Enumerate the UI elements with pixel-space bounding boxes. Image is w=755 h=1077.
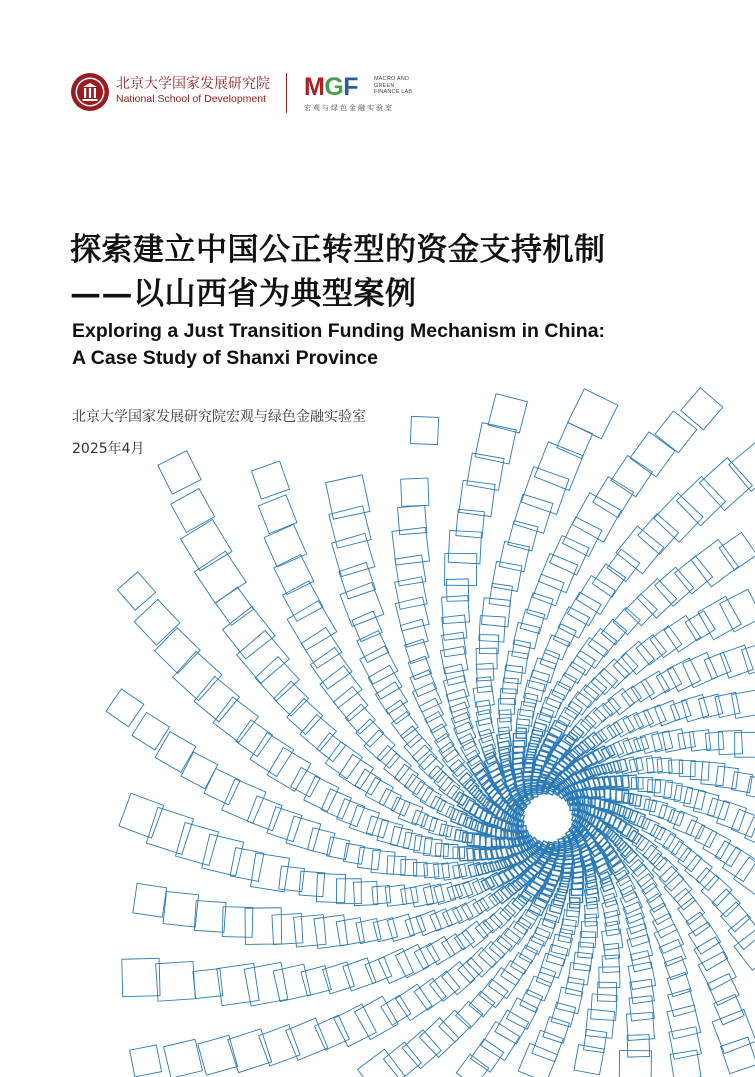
pattern-square [637, 579, 677, 619]
publish-date: 2025年4月 [72, 441, 145, 457]
pattern-square [463, 878, 483, 898]
pattern-square [514, 917, 532, 935]
pattern-square [679, 761, 695, 777]
pattern-square [383, 1042, 421, 1077]
pattern-square [563, 910, 580, 927]
pattern-square [715, 692, 740, 717]
pattern-square [405, 639, 429, 663]
pattern-square [371, 850, 395, 874]
pattern-square [236, 720, 273, 757]
pattern-square [581, 716, 597, 732]
pattern-square [377, 745, 400, 768]
pattern-square [134, 599, 180, 645]
pattern-square [701, 762, 725, 786]
pattern-square [492, 561, 522, 591]
pattern-square [414, 978, 446, 1010]
pattern-square [316, 873, 345, 902]
title-en [72, 318, 605, 372]
pattern-square [217, 963, 259, 1005]
pattern-square [671, 841, 692, 862]
pattern-square [193, 969, 223, 999]
pattern-square [181, 752, 218, 789]
pattern-square [669, 760, 683, 774]
pattern-square [475, 423, 516, 464]
pattern-square [419, 698, 443, 722]
pattern-square [273, 964, 310, 1001]
pattern-square [379, 788, 401, 810]
pattern-square [705, 732, 724, 751]
pattern-square [720, 589, 755, 632]
pattern-square [670, 1050, 701, 1077]
pattern-square [213, 697, 258, 742]
pattern-square [585, 1009, 614, 1038]
pattern-square [572, 493, 621, 542]
pattern-square [267, 807, 302, 842]
pattern-square [435, 843, 448, 856]
pattern-square [387, 856, 406, 875]
pattern-square [593, 477, 634, 518]
pattern-square [568, 963, 590, 985]
pattern-square [401, 726, 423, 748]
pattern-square [146, 807, 193, 854]
pattern-square [613, 738, 633, 758]
pattern-square [222, 779, 266, 823]
pattern-square [698, 952, 736, 990]
pattern-square [512, 640, 531, 659]
pattern-square [653, 913, 677, 937]
pattern-square [356, 719, 384, 747]
pattern-square [337, 799, 365, 827]
pattern-square [663, 834, 684, 855]
pattern-square [638, 514, 679, 555]
pattern-square [413, 862, 427, 876]
pattern-square [630, 432, 675, 477]
pattern-square [228, 1029, 272, 1073]
pattern-square [673, 811, 697, 835]
pattern-square [526, 905, 542, 921]
pattern-square [368, 665, 402, 699]
pattern-square [401, 887, 419, 905]
pattern-square [326, 475, 370, 519]
pattern-square [573, 952, 592, 971]
pattern-square [619, 1050, 651, 1077]
pattern-square [555, 716, 571, 732]
pattern-square [647, 780, 660, 793]
pattern-square [442, 632, 467, 657]
pattern-square [294, 915, 326, 947]
pattern-square [349, 805, 379, 835]
pattern-square [396, 984, 432, 1020]
pattern-square [106, 689, 144, 727]
pattern-square [513, 622, 539, 648]
pattern-square [674, 888, 696, 910]
pattern-square [508, 521, 538, 551]
pattern-square [122, 958, 160, 996]
pattern-square [117, 572, 155, 610]
pattern-square [712, 1010, 755, 1054]
pattern-square [429, 766, 446, 783]
pattern-square [488, 394, 527, 433]
pattern-square [481, 598, 510, 627]
pattern-square [391, 712, 418, 739]
pattern-square [597, 982, 616, 1001]
pattern-square [476, 700, 491, 715]
pattern-square [551, 1002, 575, 1026]
pattern-square [416, 910, 441, 935]
pattern-square [564, 662, 586, 684]
pattern-square [681, 388, 723, 430]
pattern-square [678, 848, 702, 872]
pattern-square [334, 687, 368, 721]
pattern-square [164, 1039, 203, 1077]
pattern-square [378, 948, 413, 983]
title-cn [70, 228, 606, 316]
lab-name-en: MACRO AND GREEN FINANCE LAB [374, 76, 413, 95]
pattern-square [398, 801, 422, 825]
pattern-square [163, 892, 198, 927]
pattern-square [714, 994, 745, 1025]
pattern-square [155, 628, 201, 674]
pattern-square [558, 607, 589, 638]
pattern-square [444, 664, 465, 685]
pattern-square [308, 828, 335, 855]
pattern-square [664, 615, 700, 651]
pattern-square [300, 715, 337, 752]
pattern-square [426, 937, 454, 965]
pattern-square [635, 795, 651, 811]
pattern-square [667, 972, 691, 996]
pattern-square [636, 635, 666, 665]
pattern-square [429, 818, 447, 836]
pattern-square [286, 1018, 328, 1060]
pattern-square [272, 914, 303, 945]
pattern-square [510, 952, 532, 974]
pattern-square [527, 976, 552, 1001]
pattern-square [394, 764, 418, 788]
pattern-square [456, 1054, 488, 1077]
pattern-square [664, 956, 687, 979]
pattern-square [479, 616, 505, 642]
pattern-square [343, 958, 376, 991]
pattern-square [287, 601, 337, 651]
pattern-square [401, 478, 429, 506]
pattern-square [669, 1027, 702, 1060]
lab-name-cn: 宏观与绿色金融实验室 [304, 104, 394, 112]
pku-name-cn: 北京大学国家发展研究院 [116, 76, 270, 92]
pattern-square [630, 951, 651, 972]
pattern-square [202, 834, 244, 876]
pattern-square [489, 936, 512, 959]
pattern-square [355, 996, 398, 1039]
pattern-square [412, 745, 437, 770]
pattern-square [527, 593, 554, 620]
pattern-square [576, 685, 599, 708]
pattern-square [198, 1035, 238, 1075]
pattern-square [251, 853, 290, 892]
pattern-square [627, 1035, 649, 1057]
pattern-square [718, 730, 742, 754]
pattern-square [354, 881, 378, 905]
pattern-square [721, 902, 751, 932]
pattern-square [377, 820, 403, 846]
pattern-square [258, 495, 297, 534]
pattern-square [630, 979, 655, 1004]
pattern-square [655, 411, 697, 453]
pattern-square [412, 683, 442, 713]
pattern-square [667, 1005, 701, 1039]
pattern-square [591, 994, 617, 1020]
pattern-square [716, 801, 746, 831]
pattern-square [445, 553, 477, 585]
pattern-square [683, 653, 718, 688]
pattern-square [286, 816, 321, 851]
pattern-square [401, 860, 417, 876]
pattern-square [314, 915, 348, 949]
title-en-line2: A Case Study of Shanxi Province [72, 347, 378, 369]
pattern-square [251, 461, 289, 499]
pattern-square [446, 826, 462, 842]
pattern-square [360, 646, 398, 684]
pattern-square [119, 793, 164, 838]
pattern-square [410, 416, 438, 444]
pattern-square [194, 676, 239, 721]
pattern-square [479, 635, 498, 654]
pattern-square [691, 540, 738, 587]
pattern-square [506, 998, 537, 1029]
pattern-square [557, 423, 593, 459]
pattern-square [521, 467, 569, 515]
pattern-square [506, 651, 528, 673]
pattern-square [332, 533, 375, 576]
pattern-square [556, 987, 582, 1013]
pattern-square [720, 645, 753, 678]
pattern-square [155, 732, 196, 773]
pattern-square [430, 971, 460, 1001]
pattern-square [259, 1025, 300, 1066]
pattern-square [690, 761, 709, 780]
pattern-square [250, 733, 294, 777]
pattern-square [404, 774, 425, 795]
pattern-square [419, 1018, 459, 1058]
pattern-square [641, 671, 669, 699]
pattern-square [565, 701, 583, 719]
pattern-square [582, 922, 598, 938]
pattern-square [659, 866, 684, 891]
pattern-square [712, 889, 740, 917]
pattern-square [649, 800, 667, 818]
pattern-square [520, 609, 544, 633]
pattern-square [304, 776, 339, 811]
pattern-square [565, 977, 584, 996]
pattern-square [607, 549, 639, 581]
organization: 北京大学国家发展研究院宏观与绿色金融实验室 [72, 409, 366, 425]
pattern-square [395, 577, 428, 610]
pattern-square [655, 701, 680, 726]
pattern-square [721, 1037, 755, 1074]
mgf-logo-g: G [324, 73, 344, 101]
pattern-square [255, 657, 299, 701]
pattern-square [577, 638, 608, 669]
mgf-logo-m: M [304, 73, 325, 101]
title-cn-line2: ——以山西省为典型案例 [70, 276, 417, 312]
title-en-line1: Exploring a Just Transition Funding Mechanism in China: [72, 320, 606, 342]
pattern-square [181, 519, 232, 570]
pattern-square [222, 907, 253, 938]
pattern-square [408, 656, 431, 679]
pattern-square [585, 914, 597, 926]
pattern-square [323, 962, 355, 994]
pattern-square [358, 1049, 405, 1077]
mgf-logo-f: F [343, 73, 359, 101]
pattern-square [732, 690, 755, 718]
pattern-square [516, 709, 533, 726]
pattern-square [650, 626, 682, 658]
pattern-square [446, 579, 468, 601]
pattern-square [132, 712, 170, 750]
pattern-square [176, 823, 219, 866]
pattern-square [497, 928, 520, 951]
pattern-square [747, 776, 755, 799]
pattern-square [500, 905, 516, 921]
pattern-square [372, 886, 391, 905]
pattern-square [550, 536, 590, 576]
pattern-square [584, 678, 607, 701]
pattern-square [499, 699, 515, 715]
pattern-square [678, 897, 705, 924]
pattern-square [158, 451, 201, 494]
pattern-square [543, 1017, 570, 1044]
pattern-square [264, 524, 307, 567]
pattern-square [356, 918, 381, 943]
pattern-square [412, 781, 433, 802]
pattern-square [544, 635, 569, 660]
pattern-square [315, 1015, 350, 1050]
pattern-square [650, 853, 667, 870]
pattern-square [488, 968, 519, 999]
pattern-square [194, 901, 226, 933]
pattern-square [605, 921, 620, 936]
pattern-square [734, 857, 755, 894]
pattern-square [171, 489, 215, 533]
pattern-square [499, 710, 511, 722]
pattern-square [613, 653, 638, 678]
pattern-square [133, 883, 167, 917]
pattern-square [562, 517, 602, 557]
pattern-square [693, 790, 719, 816]
pattern-square [574, 1045, 604, 1075]
pattern-square [301, 627, 342, 668]
pattern-square [678, 732, 696, 750]
pattern-square [352, 611, 383, 642]
pattern-square [625, 594, 657, 626]
pattern-square [534, 442, 583, 491]
pattern-square [395, 597, 429, 631]
pattern-square [476, 677, 492, 693]
pattern-square [130, 1045, 162, 1077]
title-cn-line1: 探索建立中国公正转型的资金支持机制 [70, 232, 606, 268]
pattern-square [458, 958, 483, 983]
pattern-square [604, 943, 620, 959]
pattern-square [654, 924, 684, 954]
pattern-square [696, 868, 719, 891]
pattern-square [156, 961, 196, 1001]
pku-name-en: National School of Development [116, 93, 267, 105]
pattern-square [694, 937, 728, 971]
pattern-square [664, 782, 683, 801]
pattern-square [334, 1004, 377, 1047]
pattern-square [698, 596, 741, 639]
pattern-square [568, 389, 618, 439]
pattern-square [608, 688, 634, 714]
pattern-square [345, 704, 375, 734]
pattern-square [514, 494, 553, 533]
pattern-square [245, 908, 282, 945]
pattern-square [439, 1010, 471, 1042]
pattern-square [728, 915, 755, 949]
pattern-square [695, 825, 717, 847]
pattern-square [216, 587, 254, 625]
pattern-square [247, 796, 282, 831]
pattern-square [414, 836, 433, 855]
pattern-square [462, 921, 488, 947]
pattern-square [504, 665, 523, 684]
pattern-square [204, 769, 240, 805]
